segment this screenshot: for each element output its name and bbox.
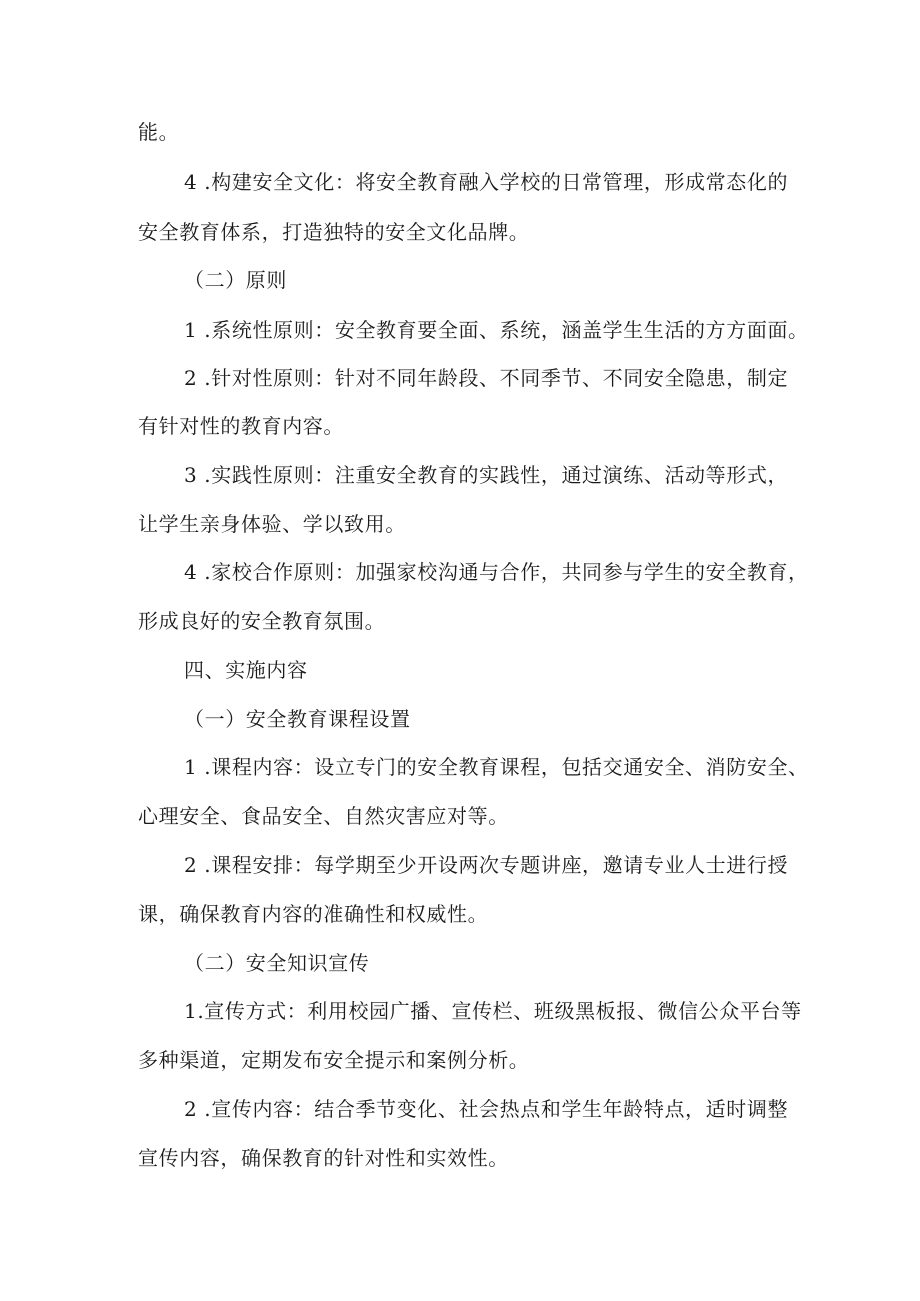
text-line-continuation: 能。 [138, 120, 180, 144]
course-item-2: 2 .课程安排：每学期至少开设两次专题讲座，邀请专业人士进行授 [184, 853, 789, 877]
publicity-item-1: 1.宣传方式：利用校园广播、宣传栏、班级黑板报、微信公众平台等 [184, 999, 802, 1023]
course-item-2-cont: 课，确保教育内容的准确性和权威性。 [138, 902, 489, 926]
principle-2-cont: 有针对性的教育内容。 [138, 414, 344, 438]
section-heading-implementation: 四、实施内容 [184, 658, 308, 682]
course-item-1-cont: 心理安全、食品安全、自然灾害应对等。 [138, 804, 509, 828]
list-item-goal-4-cont: 安全教育体系，打造独特的安全文化品牌。 [138, 220, 530, 244]
publicity-item-2: 2 .宣传内容：结合季节变化、社会热点和学生年龄特点，适时调整 [184, 1097, 789, 1121]
principle-3-cont: 让学生亲身体验、学以致用。 [138, 512, 406, 536]
principle-3: 3 .实践性原则：注重安全教育的实践性，通过演练、活动等形式， [184, 463, 789, 487]
publicity-item-2-cont: 宣传内容，确保教育的针对性和实效性。 [138, 1146, 509, 1170]
subheading-course-setup: （一）安全教育课程设置 [184, 707, 411, 731]
principle-4: 4 .家校合作原则：加强家校沟通与合作，共同参与学生的安全教育， [184, 560, 809, 584]
publicity-item-1-cont: 多种渠道，定期发布安全提示和案例分析。 [138, 1048, 530, 1072]
subheading-publicity: （二）安全知识宣传 [184, 951, 370, 975]
list-item-goal-4: 4 .构建安全文化：将安全教育融入学校的日常管理，形成常态化的 [184, 170, 789, 194]
subheading-principles: （二）原则 [184, 268, 287, 292]
principle-4-cont: 形成良好的安全教育氛围。 [138, 609, 386, 633]
principle-2: 2 .针对性原则：针对不同年龄段、不同季节、不同安全隐患，制定 [184, 366, 789, 390]
principle-1: 1 .系统性原则：安全教育要全面、系统，涵盖学生生活的方方面面。 [184, 318, 809, 342]
course-item-1: 1 .课程内容：设立专门的安全教育课程，包括交通安全、消防安全、 [184, 755, 809, 779]
